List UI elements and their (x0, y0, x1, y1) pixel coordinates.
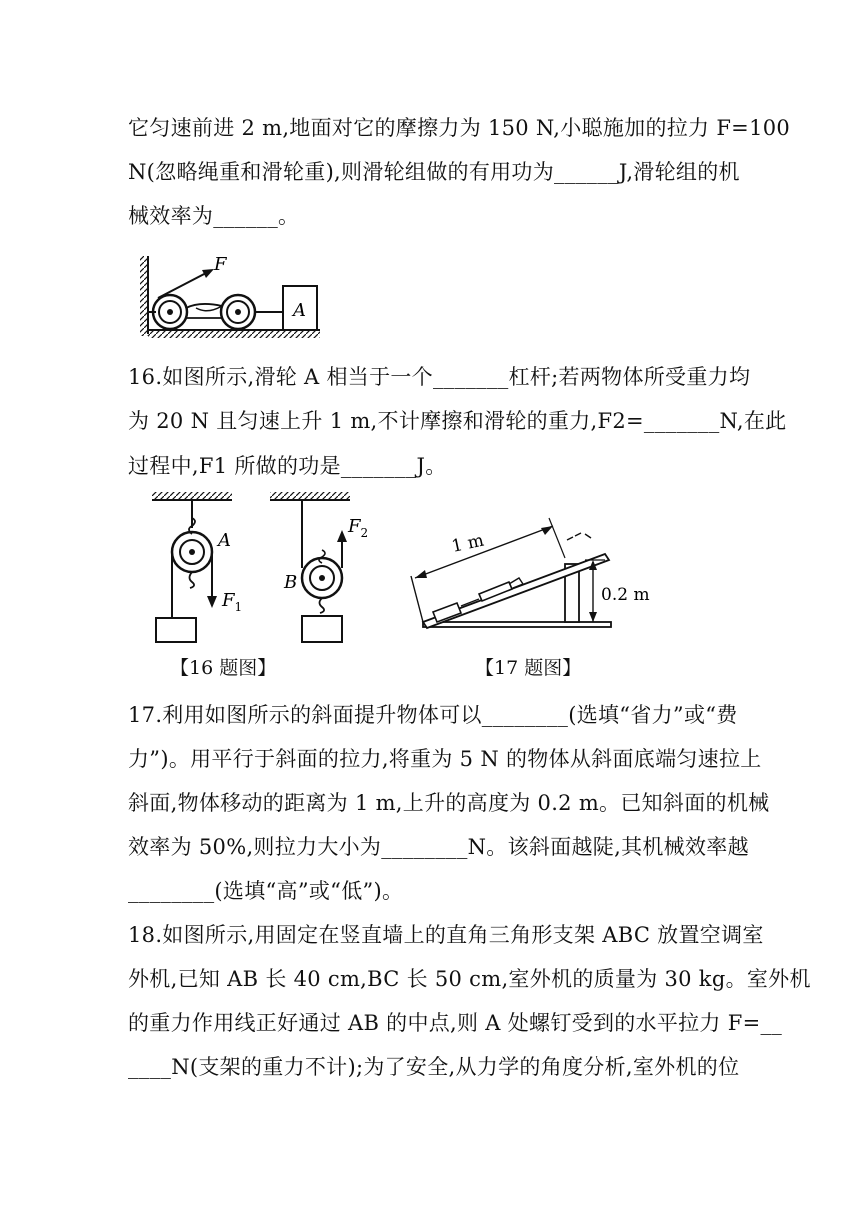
q18-line-3: 的重力作用线正好通过 AB 的中点,则 A 处螺钉受到的水平拉力 F=__ (128, 1011, 783, 1035)
q18-line-2: 外机,已知 AB 长 40 cm,BC 长 50 cm,室外机的质量为 30 kg。室外机 (128, 967, 811, 991)
q15-pulley-figure (138, 250, 328, 345)
q18-line-4: ____N(支架的重力不计);为了安全,从力学的角度分析,室外机的位 (128, 1055, 740, 1079)
q16-line-2: 为 20 N 且匀速上升 1 m,不计摩擦和滑轮的重力,F2=_______N,在此 (128, 409, 787, 433)
q17-line-4: 效率为 50%,则拉力大小为________N。该斜面越陡,其机械效率越 (128, 835, 749, 859)
q15-line-2: N(忽略绳重和滑轮重),则滑轮组做的有用功为______J,滑轮组的机 (128, 160, 740, 184)
q17-caption: 【17 题图】 (475, 657, 582, 679)
q16-force1-label (221, 590, 242, 614)
q17-line-3: 斜面,物体移动的距离为 1 m,上升的高度为 0.2 m。已知斜面的机械 (128, 791, 770, 815)
q15-block-label: A (293, 300, 306, 321)
q15-force-label: F (214, 254, 227, 275)
q16-line-1: 16.如图所示,滑轮 A 相当于一个_______杠杆;若两物体所受重力均 (128, 365, 751, 389)
q18-line-1: 18.如图所示,用固定在竖直墙上的直角三角形支架 ABC 放置空调室 (128, 923, 764, 947)
q16-line-3: 过程中,F1 所做的功是_______J。 (128, 454, 447, 478)
q17-line-2: 力”)。用平行于斜面的拉力,将重为 5 N 的物体从斜面底端匀速拉上 (128, 747, 762, 771)
q17-line-1: 17.利用如图所示的斜面提升物体可以________(选填“省力”或“费 (128, 703, 738, 727)
q16-pulley-b-label: B (284, 572, 298, 593)
q15-line-3: 械效率为______。 (128, 204, 300, 228)
q16-force1-letter: F (222, 590, 235, 611)
q16-force2-letter: F (348, 516, 361, 537)
q16-force1-subscript: 1 (234, 600, 243, 614)
q16-force2-label (347, 516, 368, 540)
q17-line-5: ________(选填“高”或“低”)。 (128, 879, 404, 903)
q17-length-label: 1 m (449, 530, 486, 557)
q17-incline-figure (405, 500, 655, 635)
q16-force2-subscript: 2 (360, 526, 369, 540)
q16-caption: 【16 题图】 (170, 657, 277, 679)
q16-pulley-a-label: A (218, 530, 231, 551)
q17-height-label: 0.2 m (601, 585, 650, 605)
q16-pulley-figure (140, 490, 380, 645)
q15-line-1: 它匀速前进 2 m,地面对它的摩擦力为 150 N,小聪施加的拉力 F=100 (128, 116, 791, 140)
